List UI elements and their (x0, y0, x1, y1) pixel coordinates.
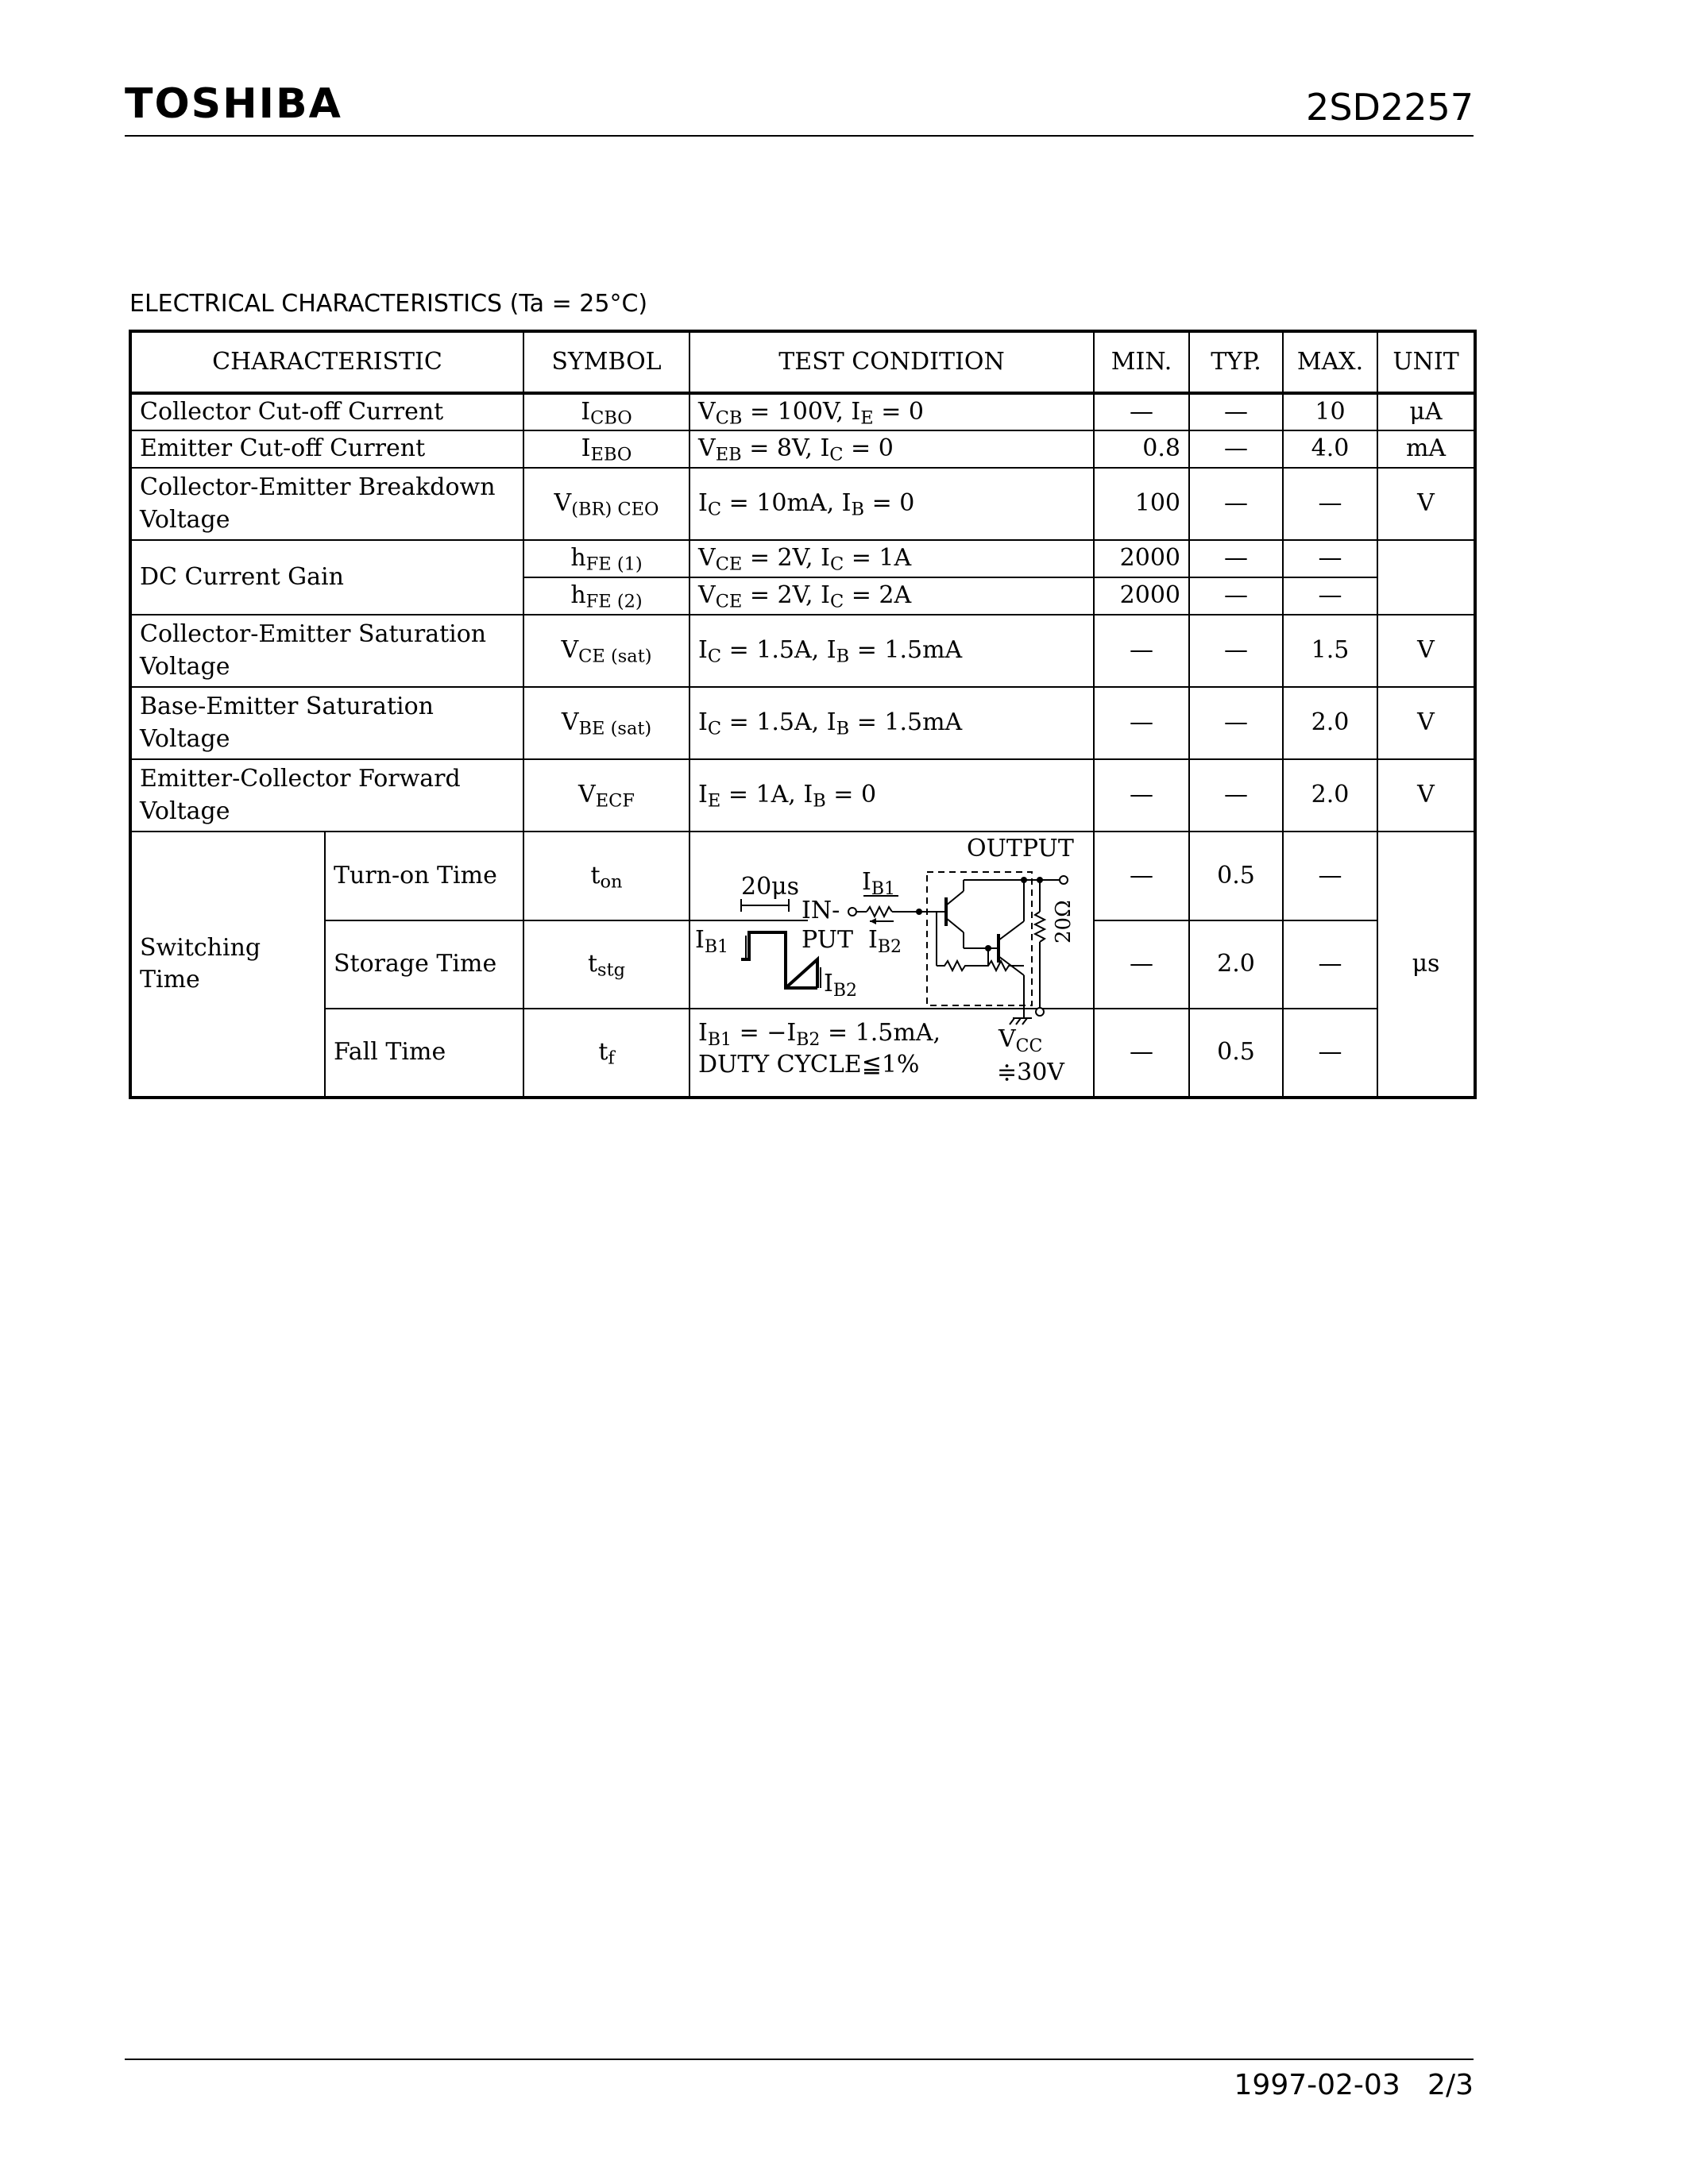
min-cell: — (1094, 393, 1189, 430)
symbol-cell: $V_{BE (sat)}$ (523, 687, 689, 759)
symbol-cell: $h_{FE (2)}$ (523, 577, 689, 615)
ib2-right-label: $I_{B2}$ (868, 926, 902, 957)
min-cell: — (1094, 920, 1189, 1009)
min-cell: 100 (1094, 468, 1189, 540)
header-max: MAX. (1283, 331, 1377, 393)
max-cell: — (1283, 468, 1377, 540)
header-characteristic: CHARACTERISTIC (130, 331, 523, 393)
max-cell: 2.0 (1283, 687, 1377, 759)
unit-cell: mA (1377, 430, 1475, 468)
condition-cell: $I_C = 1.5A$, $I_B = 1.5mA$ (689, 615, 1094, 687)
table-row (130, 540, 1475, 577)
characteristic-cell: DC Current Gain (130, 540, 523, 615)
min-cell: — (1094, 615, 1189, 687)
symbol-cell: $t_f$ (523, 1009, 689, 1098)
symbol-cell: $V_{ECF}$ (523, 759, 689, 832)
max-cell: — (1283, 1009, 1377, 1098)
typ-cell: — (1189, 540, 1283, 577)
characteristic-cell: Base-Emitter Saturation Voltage (130, 687, 523, 759)
switching-test-circuit (689, 832, 1094, 1098)
condition-cell: $I_C = 10mA$, $I_B = 0$ (689, 468, 1094, 540)
footer-date-page: 1997-02-03 2/3 (1234, 2069, 1474, 2101)
min-cell: — (1094, 687, 1189, 759)
unit-cell: V (1377, 687, 1475, 759)
typ-cell: — (1189, 687, 1283, 759)
typ-cell: — (1189, 430, 1283, 468)
header-unit: UNIT (1377, 331, 1475, 393)
min-cell: — (1094, 1009, 1189, 1098)
output-label: OUTPUT (967, 835, 1074, 862)
input-label-2: PUT (802, 926, 853, 954)
symbol-cell: $I_{EBO}$ (523, 430, 689, 468)
subcharacteristic-cell: Storage Time (325, 920, 523, 1009)
condition-cell: $V_{CE} = 2V$, $I_C = 2A$ (689, 577, 1094, 615)
unit-cell: V (1377, 468, 1475, 540)
table-row (130, 430, 1475, 468)
typ-cell: — (1189, 759, 1283, 832)
min-cell: — (1094, 832, 1189, 920)
unit-cell: μA (1377, 393, 1475, 430)
vcc-label: $V_{CC}$ (999, 1025, 1043, 1056)
ib1-left-label: $I_{B1}$ (695, 926, 729, 957)
typ-cell: — (1189, 615, 1283, 687)
table-row (130, 832, 1475, 920)
header-test-condition: TEST CONDITION (689, 331, 1094, 393)
characteristic-cell: Collector-Emitter Saturation Voltage (130, 615, 523, 687)
typ-cell: 2.0 (1189, 920, 1283, 1009)
typ-cell: — (1189, 393, 1283, 430)
symbol-cell: $I_{CBO}$ (523, 393, 689, 430)
load-resistor-label: 20Ω (1052, 900, 1076, 943)
characteristic-cell: Collector Cut-off Current (130, 393, 523, 430)
max-cell: 1.5 (1283, 615, 1377, 687)
section-title: ELECTRICAL CHARACTERISTICS (Ta = 25°C) (129, 290, 648, 318)
table-row (130, 393, 1475, 430)
typ-cell: — (1189, 577, 1283, 615)
pulse-width-label: 20μs (741, 873, 800, 901)
min-cell: 2000 (1094, 577, 1189, 615)
ib1-top-label: $I_{B1}$ (862, 868, 896, 899)
min-cell: 0.8 (1094, 430, 1189, 468)
table-header-row (130, 331, 1475, 393)
condition-cell: $V_{CB} = 100V$, $I_E = 0$ (689, 393, 1094, 430)
circuit-diagram (690, 832, 1095, 1096)
header-typ: TYP. (1189, 331, 1283, 393)
table-row (130, 615, 1475, 687)
part-number: 2SD2257 (1306, 86, 1474, 129)
unit-cell: μs (1377, 832, 1475, 1098)
symbol-cell: $h_{FE (1)}$ (523, 540, 689, 577)
header-rule (125, 135, 1474, 137)
symbol-cell: $V_{(BR) CEO}$ (523, 468, 689, 540)
max-cell: 4.0 (1283, 430, 1377, 468)
circuit-condition-line2: DUTY CYCLE≦1% (698, 1051, 920, 1078)
subcharacteristic-cell: Turn-on Time (325, 832, 523, 920)
circuit-condition-line1: $I_{B1} = -I_{B2} = 1.5mA$, (698, 1019, 941, 1050)
characteristic-cell: Emitter Cut-off Current (130, 430, 523, 468)
switching-time-label: Switching Time (130, 832, 325, 1098)
max-cell: 10 (1283, 393, 1377, 430)
unit-cell (1377, 540, 1475, 615)
max-cell: — (1283, 540, 1377, 577)
vcc-value: ≑30V (997, 1059, 1064, 1086)
table-row (130, 468, 1475, 540)
brand-logo: TOSHIBA (125, 80, 342, 128)
symbol-cell: $V_{CE (sat)}$ (523, 615, 689, 687)
typ-cell: 0.5 (1189, 832, 1283, 920)
max-cell: 2.0 (1283, 759, 1377, 832)
electrical-characteristics-table (129, 330, 1477, 1099)
typ-cell: 0.5 (1189, 1009, 1283, 1098)
min-cell: — (1094, 759, 1189, 832)
max-cell: — (1283, 832, 1377, 920)
min-cell: 2000 (1094, 540, 1189, 577)
typ-cell: — (1189, 468, 1283, 540)
max-cell: — (1283, 920, 1377, 1009)
table-row (130, 687, 1475, 759)
subcharacteristic-cell: Fall Time (325, 1009, 523, 1098)
header-min: MIN. (1094, 331, 1189, 393)
unit-cell: V (1377, 759, 1475, 832)
table-row (130, 759, 1475, 832)
characteristic-cell: Emitter-Collector Forward Voltage (130, 759, 523, 832)
condition-cell: $I_C = 1.5A$, $I_B = 1.5mA$ (689, 687, 1094, 759)
condition-cell: $V_{CE} = 2V$, $I_C = 1A$ (689, 540, 1094, 577)
ib2-bottom-label: $I_{B2}$ (824, 970, 858, 1001)
condition-cell: $V_{EB} = 8V$, $I_C = 0$ (689, 430, 1094, 468)
input-label-1: IN- (802, 897, 840, 924)
symbol-cell: $t_{on}$ (523, 832, 689, 920)
characteristic-cell: Collector-Emitter Breakdown Voltage (130, 468, 523, 540)
max-cell: — (1283, 577, 1377, 615)
unit-cell: V (1377, 615, 1475, 687)
condition-cell: $I_E = 1A$, $I_B = 0$ (689, 759, 1094, 832)
symbol-cell: $t_{stg}$ (523, 920, 689, 1009)
header-symbol: SYMBOL (523, 331, 689, 393)
footer-rule (125, 2059, 1474, 2060)
